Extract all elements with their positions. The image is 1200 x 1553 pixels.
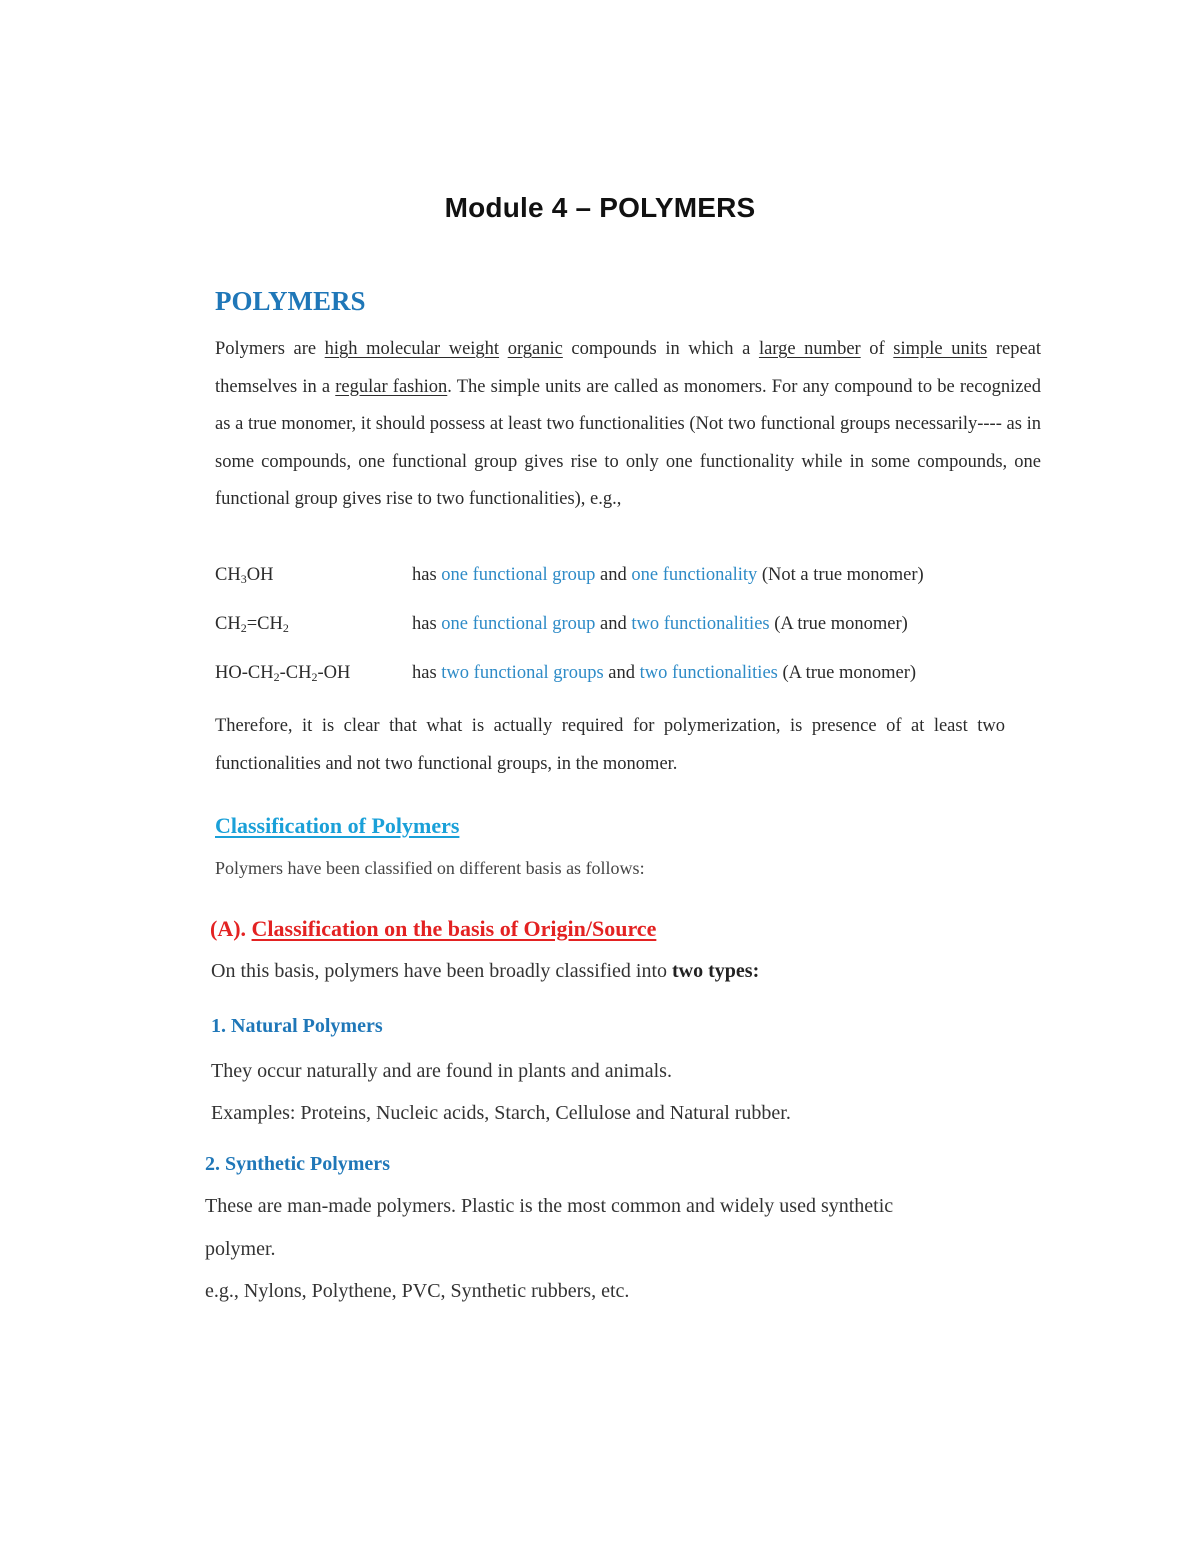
classification-intro: Polymers have been classified on different basis as follows: xyxy=(215,858,645,878)
synthetic-polymers-description: These are man-made polymers. Plastic is the most common and widely used synthetic xyxy=(205,1195,894,1217)
natural-polymers-description: They occur naturally and are found in plants and animals. xyxy=(211,1060,672,1082)
natural-polymers-examples: Examples: Proteins, Nucleic acids, Starch, Cellulose and Natural rubber. xyxy=(211,1102,791,1124)
natural-polymers-heading: 1. Natural Polymers xyxy=(211,1015,383,1037)
example-description: has one functional group and one functionality (Not a true monomer) xyxy=(412,565,924,585)
classification-heading: Classification of Polymers xyxy=(215,813,460,838)
example-formula: $CH_2=CH_2$ xyxy=(215,614,289,635)
section-a-label: (A). xyxy=(210,916,252,941)
section-heading-polymers: POLYMERS xyxy=(215,286,366,316)
example-description: has two functional groups and two functionalities (A true monomer) xyxy=(412,663,917,683)
conclusion-paragraph: Therefore, it is clear that what is actually required for polymerization, is presence of at least two functionalities and not two functional groups, in the monomer. xyxy=(215,716,1005,774)
basis-text: On this basis, polymers have been broadly classified into two types: xyxy=(211,960,760,982)
section-a-title: Classification on the basis of Origin/Source xyxy=(251,916,657,941)
example-formula: $CH_3OH$ xyxy=(215,565,274,586)
example-description: has one functional group and two functionalities (A true monomer) xyxy=(412,614,908,634)
example-formula: $HO-CH_2-CH_2-OH$ xyxy=(215,663,351,684)
page-title: Module 4 – POLYMERS xyxy=(444,192,756,223)
synthetic-polymers-description-cont: polymer. xyxy=(205,1238,276,1260)
synthetic-polymers-heading: 2. Synthetic Polymers xyxy=(205,1153,390,1175)
synthetic-polymers-examples: e.g., Nylons, Polythene, PVC, Synthetic rubbers, etc. xyxy=(205,1280,630,1302)
section-a-heading xyxy=(210,916,656,942)
definition-paragraph: Polymers are high molecular weight organic compounds in which a large number of simple units repeat themselves in a regular fashion. The simple units are called as monomers. For any compound to be recognized as a true monomer, it should possess at least two functionalities (Not two functional groups necessarily---- as in some compounds, one functional group gives rise to only one functionality while in some compounds, one functional group gives rise to two functionalities), e.g., xyxy=(215,339,1041,509)
